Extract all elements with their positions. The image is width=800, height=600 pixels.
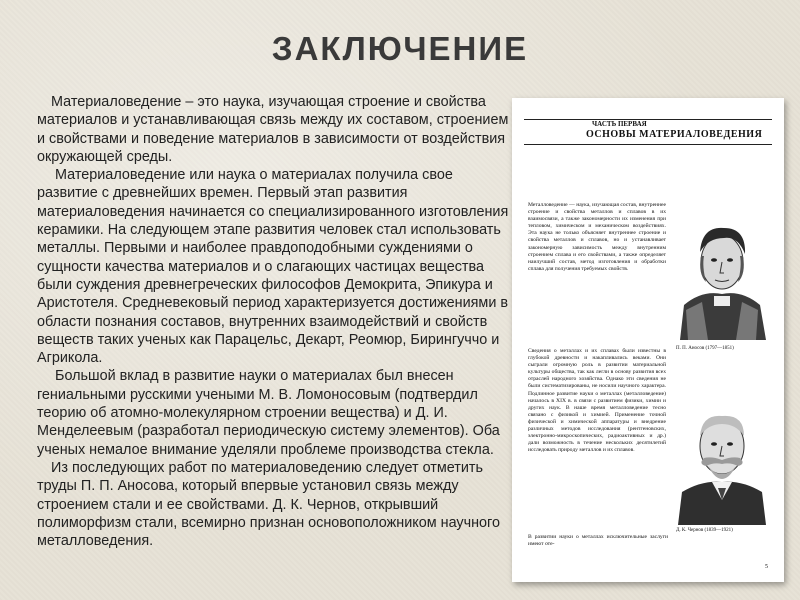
book-top-rule xyxy=(524,119,772,120)
book-text-column-3: В развитии науки о металлах исключительные заслуги имеют оте- xyxy=(528,534,668,548)
slide-body xyxy=(37,93,517,550)
paragraph-definition: Материаловедение – это наука, изучающая строение и свойства материалов и устанавливающая связь между их составом, строением и свойствами и поведение материалов в зависимости от воздействия окружающей среды. xyxy=(37,94,509,165)
chernov-caption: Д. К. Чернов (1839—1921) xyxy=(676,528,733,533)
book-part-label: ЧАСТЬ ПЕРВАЯ xyxy=(592,120,647,128)
textbook-page-image xyxy=(512,98,784,582)
paragraph-anosov-chernov: Из последующих работ по материаловедению следует отметить труды П. П. Аносова, который впервые установил связь между строением стали и ее свойствами. Д. К. Чернов, открывший полиморфизм стали, всемирно признан основоположником научного металловедения. xyxy=(37,459,500,550)
book-text-column-2: Сведения о металлах и их сплавах были известны в глубокой древности и накапливались веками. Они сыграли огромную роль в развитии материальной культуры общества, так как легли в основу развития всех отраслей народного хозяйства. Однако эти сведения не были систематизированы, не носили научного характера. Подлинное развитие науки о металлах (металловедение) началось в XIX в. в связи с развитием физики, химии и других наук. В наше время металловедение тесно связано с физикой и химией. Применение точной физической и химической аппаратуры и внедрение различных методов исследования (рентгеновских, электронно-микроскопических, радиоактивных и др.) дали возможность в течение нескольких десятилетий исследовать природу металлов и их сплавов. xyxy=(528,348,666,454)
slide-title: ЗАКЛЮЧЕНИЕ xyxy=(271,30,529,67)
book-part-title: ОСНОВЫ МАТЕРИАЛОВЕДЕНИЯ xyxy=(586,129,763,140)
book-title-rule xyxy=(524,144,772,145)
paragraph-history: Материаловедение или наука о материалах получила свое развитие с древнейших времен. Первый этап развития материаловедения начинается со специализированного изготовления керамики. На следующем этапе развития человек стал использовать металлы. Первыми и наиболее правдоподобными суждениями о сущности качества материалов и о слагающих частицах вещества были суждения древнегреческих философов Демокрита, Эпикура и Аристотеля. Средневековый период характеризуется достижениями в области познания составов, внутренних взаимодействий и свойств веществ таких ученых как Парацельс, Декарт, Реомюр, Бирингуччо и Агрикола. xyxy=(37,167,509,367)
paragraph-russian-scientists: Большой вклад в развитие науки о материалах был внесен гениальными русскими учеными М. В. Ломоносовым (подтвердил теорию об атомно-молекулярном строении вещества) и Д. И. Менделеевым (разработал периодическую систему элементов). Оба ученых немалое внимание уделяли проблеме производства стекла. xyxy=(37,368,500,458)
book-page-number: 5 xyxy=(765,564,768,570)
anosov-caption: П. П. Аносов (1797—1851) xyxy=(676,346,734,351)
anosov-portrait xyxy=(672,210,772,340)
chernov-portrait xyxy=(672,400,772,525)
book-text-column-1: Металловедение — наука, изучающая состав, внутреннее строение и свойства металлов и сплавов в их взаимосвязи, а также закономерности их изменения при тепловом, химическом и механическом воздействиях. Эта наука не только объясняет внутреннее строение и свойства металлов и сплавов, но и устанавливает закономерную зависимость между внутренним строением сплава и его свойствами, а также определяет наилучший состав, метод изготовления и обработки сплава для получения требуемых свойств. xyxy=(528,202,666,272)
